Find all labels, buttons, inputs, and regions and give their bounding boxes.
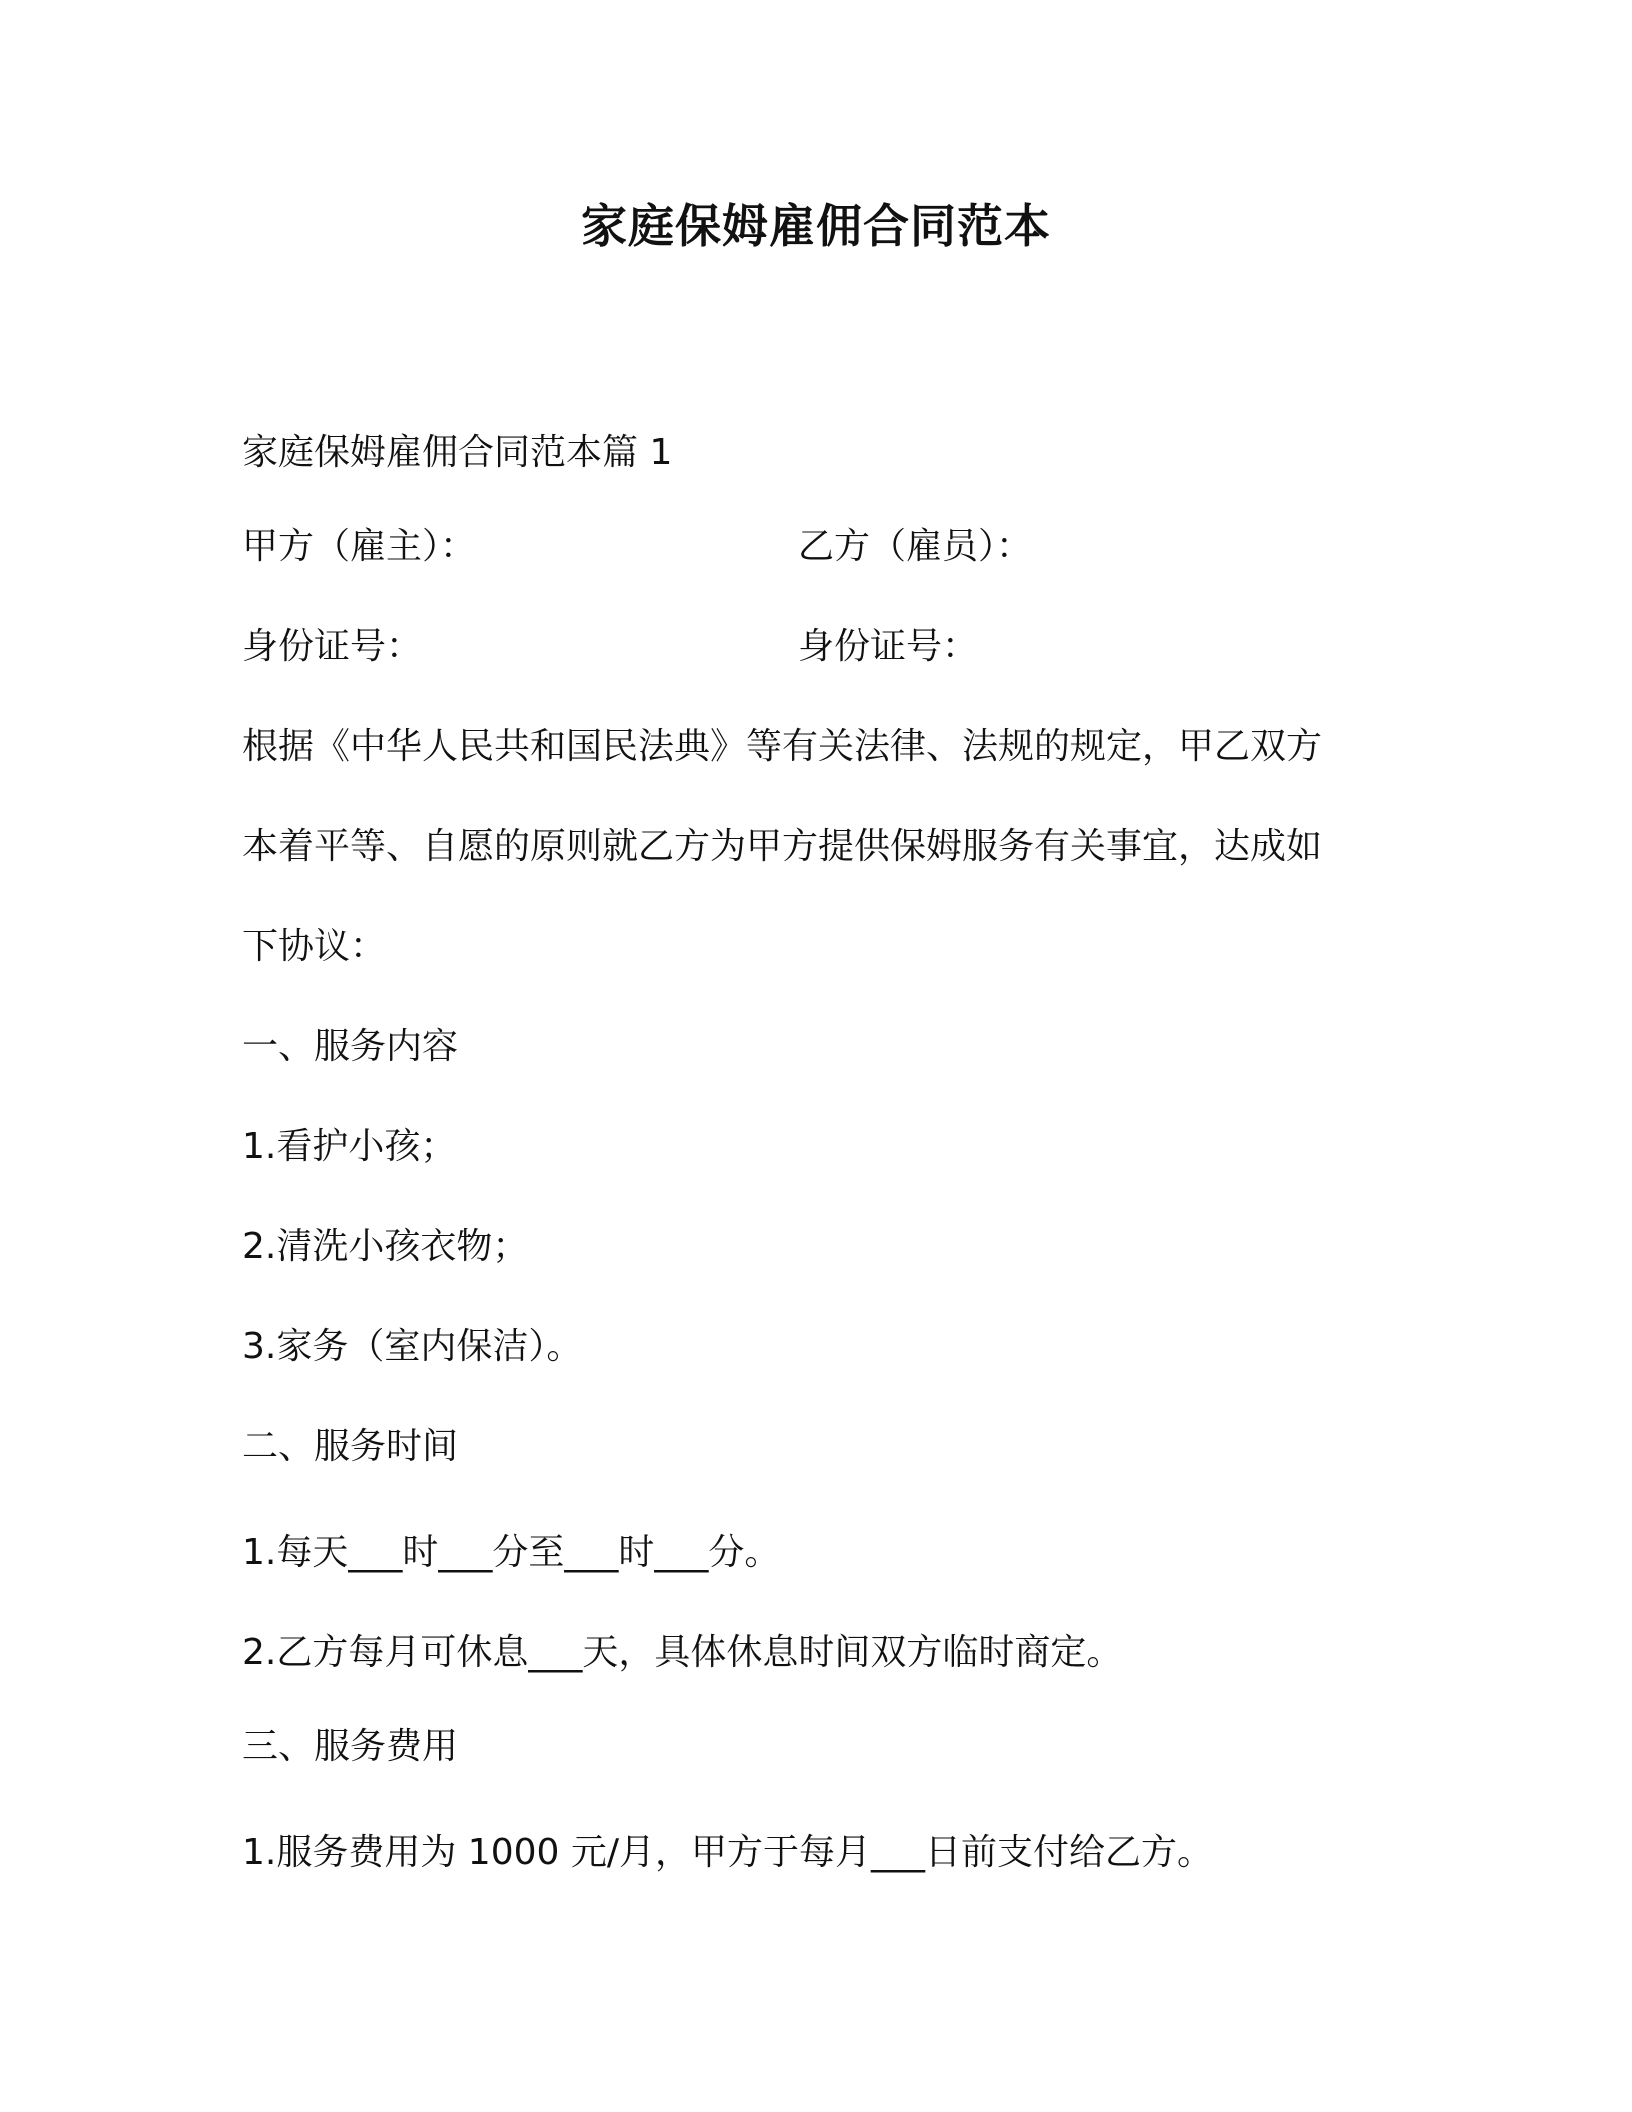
section-2-item: 1.每天___时___分至___时___分。 <box>242 1532 781 1573</box>
intro-line-1: 根据《中华人民共和国民法典》等有关法律、法规的规定，甲乙双方 <box>242 726 1323 767</box>
section-2-item: 2.乙方每月可休息___天，具体休息时间双方临时商定。 <box>242 1632 1123 1673</box>
document-title: 家庭保姆雇佣合同范本 <box>581 199 1051 253</box>
section-1-item: 1.看护小孩； <box>242 1126 457 1167</box>
section-3-heading: 三、服务费用 <box>242 1726 459 1767</box>
document-subtitle: 家庭保姆雇佣合同范本篇 1 <box>242 432 673 473</box>
id-a-label: 身份证号： <box>242 626 423 667</box>
section-1-item: 2.清洗小孩衣物； <box>242 1226 529 1267</box>
party-a-label: 甲方（雇主）： <box>242 526 477 567</box>
section-2-heading: 二、服务时间 <box>242 1426 459 1467</box>
party-b-label: 乙方（雇员）： <box>798 526 1033 567</box>
intro-line-2: 本着平等、自愿的原则就乙方为甲方提供保姆服务有关事宜，达成如 <box>242 826 1323 867</box>
intro-line-3: 下协议： <box>242 926 387 967</box>
id-b-label: 身份证号： <box>798 626 979 667</box>
section-3-item: 1.服务费用为 1000 元/月，甲方于每月___日前支付给乙方。 <box>242 1832 1213 1873</box>
section-1-heading: 一、服务内容 <box>242 1026 459 1067</box>
section-1-item: 3.家务（室内保洁）。 <box>242 1326 583 1367</box>
